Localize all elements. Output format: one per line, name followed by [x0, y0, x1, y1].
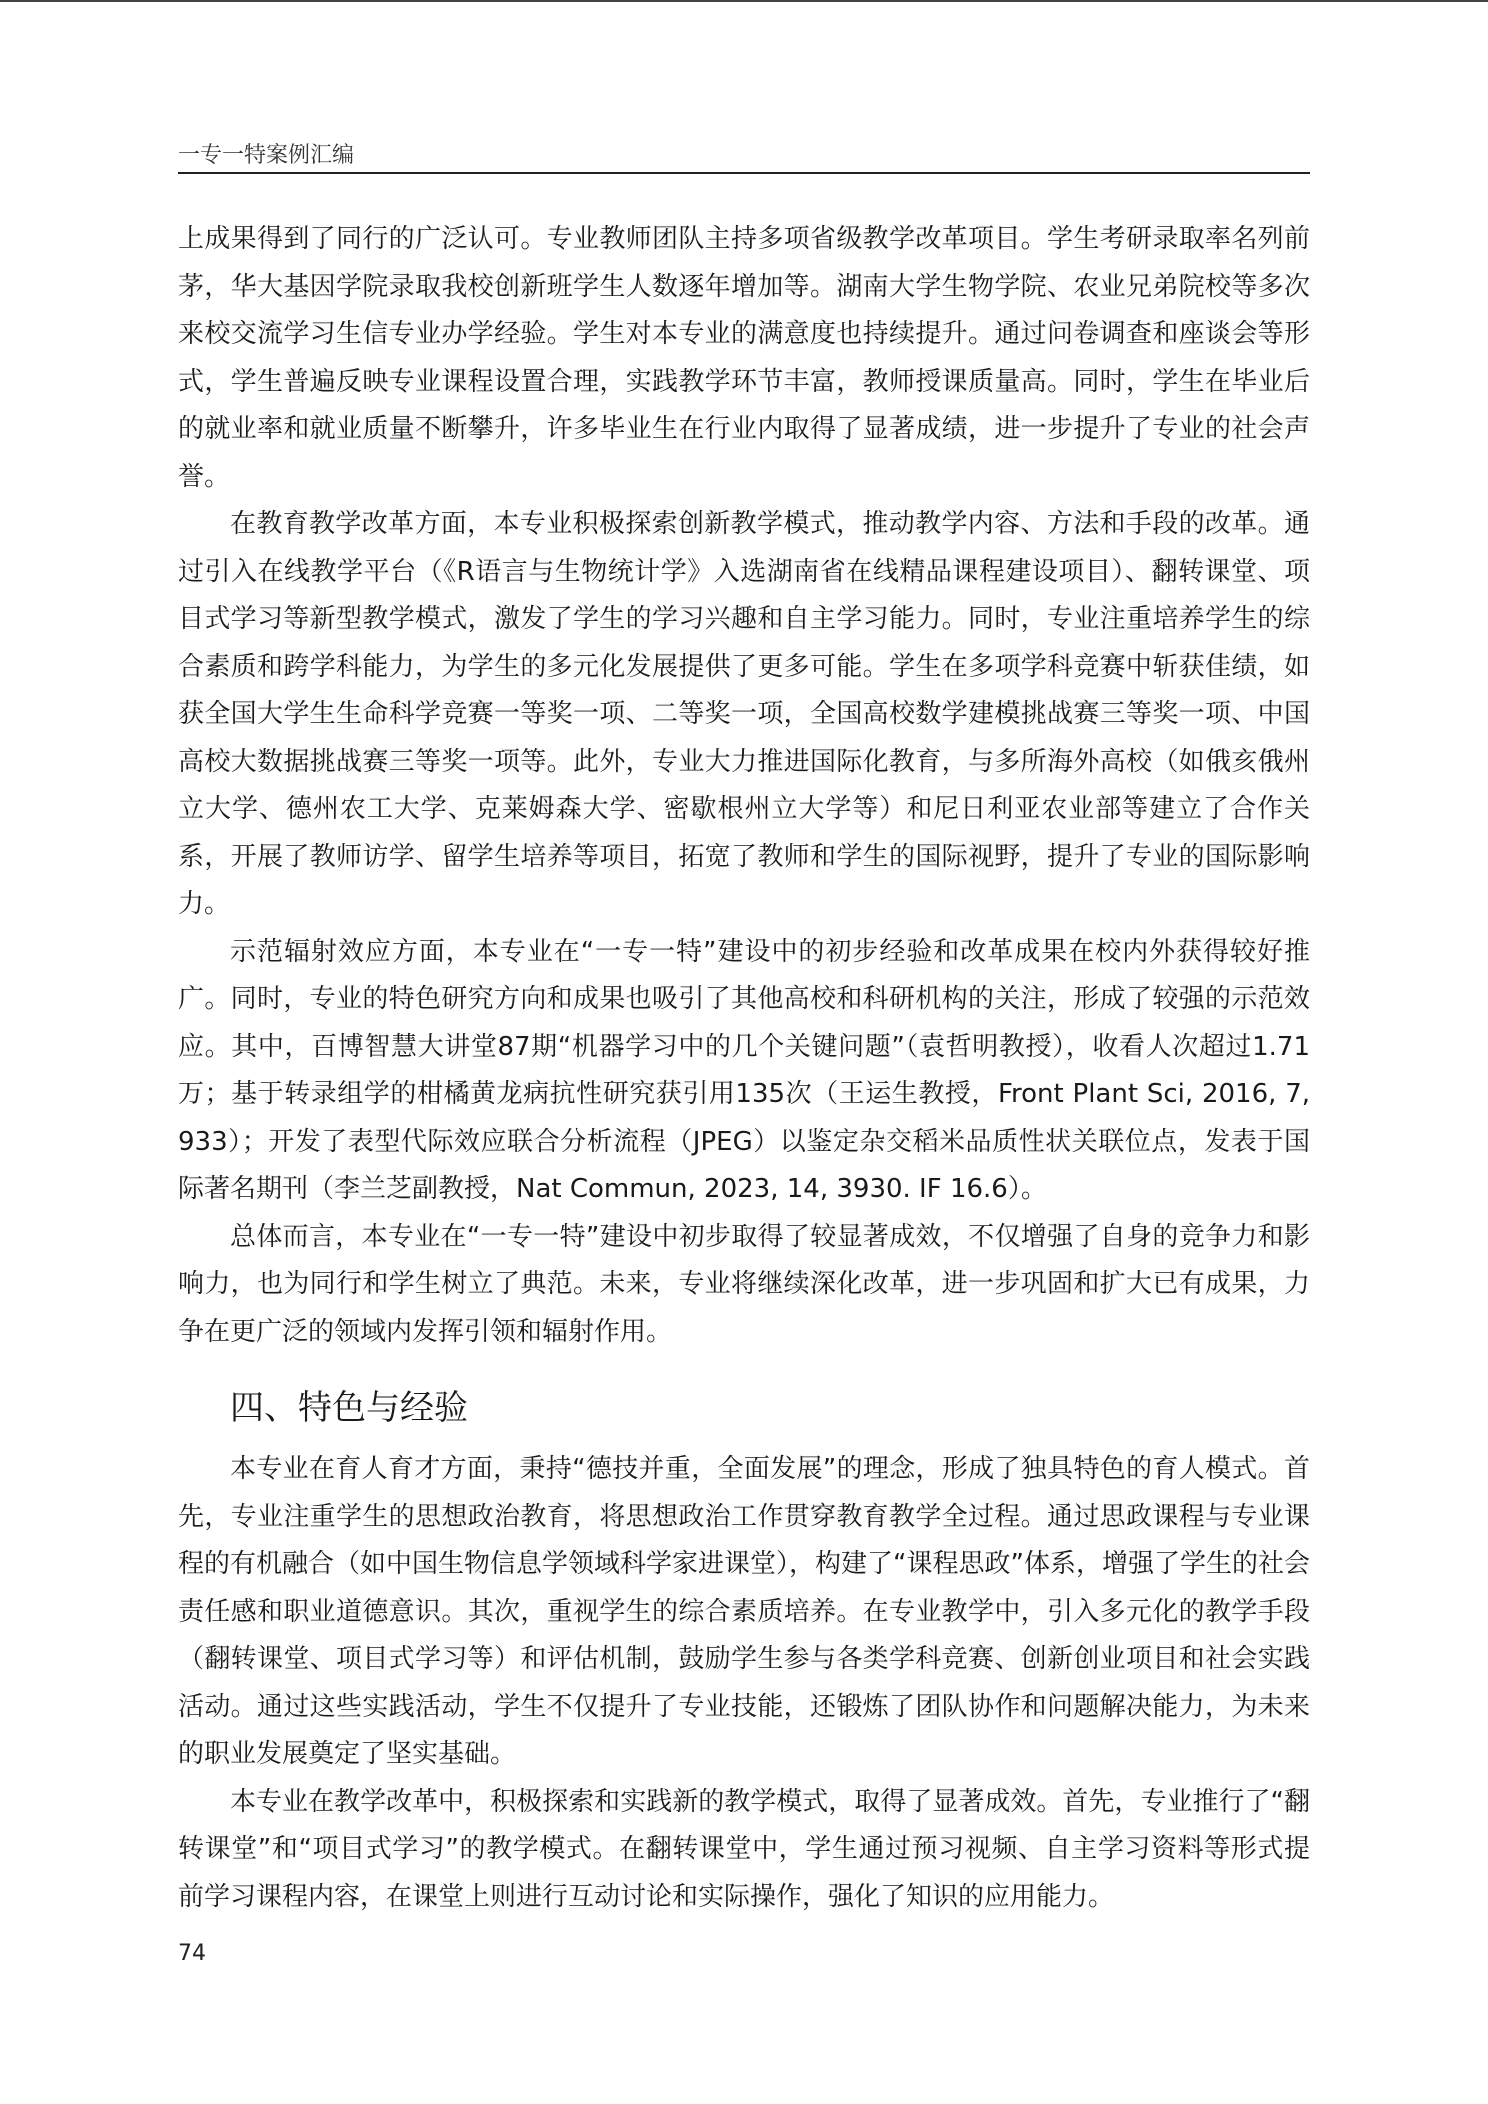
section-paragraph-education: 本专业在育人育才方面，秉持“德技并重，全面发展”的理念，形成了独具特色的育人模式。首先，专业注重学生的思想政治教育，将思想政治工作贯穿教育教学全过程。通过思政课程与专业课程的有机融合（如中国生物信息学领域科学家进课堂），构建了“课程思政”体系，增强了学生的社会责任感和职业道德意识。其次，重视学生的综合素质培养。在专业教学中，引入多元化的教学手段（翻转课堂、项目式学习等）和评估机制，鼓励学生参与各类学科竞赛、创新创业项目和社会实践活动。通过这些实践活动，学生不仅提升了专业技能，还锻炼了团队协作和问题解决能力，为未来的职业发展奠定了坚实基础。 [178, 1454, 1310, 1769]
header-rule [178, 172, 1310, 174]
page-body [178, 216, 1310, 1921]
body-paragraph-teaching-reform: 在教育教学改革方面，本专业积极探索创新教学模式，推动教学内容、方法和手段的改革。通过引入在线教学平台（《R语言与生物统计学》入选湖南省在线精品课程建设项目）、翻转课堂、项目式学习等新型教学模式，激发了学生的学习兴趣和自主学习能力。同时，专业注重培养学生的综合素质和跨学科能力，为学生的多元化发展提供了更多可能。学生在多项学科竞赛中斩获佳绩，如获全国大学生生命科学竞赛一等奖一项、二等奖一项，全国高校数学建模挑战赛三等奖一项、中国高校大数据挑战赛三等奖一项等。此外，专业大力推进国际化教育，与多所海外高校（如俄亥俄州立大学、德州农工大学、克莱姆森大学、密歇根州立大学等）和尼日利亚农业部等建立了合作关系，开展了教师访学、留学生培养等项目，拓宽了教师和学生的国际视野，提升了专业的国际影响力。 [178, 509, 1310, 919]
section-paragraph-teaching-mode: 本专业在教学改革中，积极探索和实践新的教学模式，取得了显著成效。首先，专业推行了“翻转课堂”和“项目式学习”的教学模式。在翻转课堂中，学生通过预习视频、自主学习资料等形式提前学习课程内容，在课堂上则进行互动讨论和实际操作，强化了知识的应用能力。 [178, 1786, 1310, 1912]
body-paragraph-demonstration-effect: 示范辐射效应方面，本专业在“一专一特”建设中的初步经验和改革成果在校内外获得较好推广。同时，专业的特色研究方向和成果也吸引了其他高校和科研机构的关注，形成了较强的示范效应。其中，百博智慧大讲堂87期“机器学习中的几个关键问题”（袁哲明教授），收看人次超过1.71万；基于转录组学的柑橘黄龙病抗性研究获引用135次（王运生教授，Front Plant Sci, 2016, 7, 933）；开发了表型代际效应联合分析流程（JPEG）以鉴定杂交稻米品质性状关联位点，发表于国际著名期刊（李兰芝副教授，Nat Commun, 2023, 14, 3930. IF 16.6）。 [178, 936, 1310, 1204]
section-heading: 四、特色与经验 [230, 1388, 468, 1428]
page-number: 74 [178, 1941, 206, 1966]
body-paragraph-summary: 总体而言，本专业在“一专一特”建设中初步取得了较显著成效，不仅增强了自身的竞争力和影响力，也为同行和学生树立了典范。未来，专业将继续深化改革，进一步巩固和扩大已有成果，力争在更广泛的领域内发挥引领和辐射作用。 [178, 1221, 1310, 1347]
body-paragraph-continuation: 上成果得到了同行的广泛认可。专业教师团队主持多项省级教学改革项目。学生考研录取率名列前茅，华大基因学院录取我校创新班学生人数逐年增加等。湖南大学生物学院、农业兄弟院校等多次来校交流学习生信专业办学经验。学生对本专业的满意度也持续提升。通过问卷调查和座谈会等形式，学生普遍反映专业课程设置合理，实践教学环节丰富，教师授课质量高。同时，学生在毕业后的就业率和就业质量不断攀升，许多毕业生在行业内取得了显著成绩，进一步提升了专业的社会声誉。 [178, 224, 1310, 492]
running-header: 一专一特案例汇编 [178, 143, 355, 168]
page-top-border [0, 0, 1488, 2]
